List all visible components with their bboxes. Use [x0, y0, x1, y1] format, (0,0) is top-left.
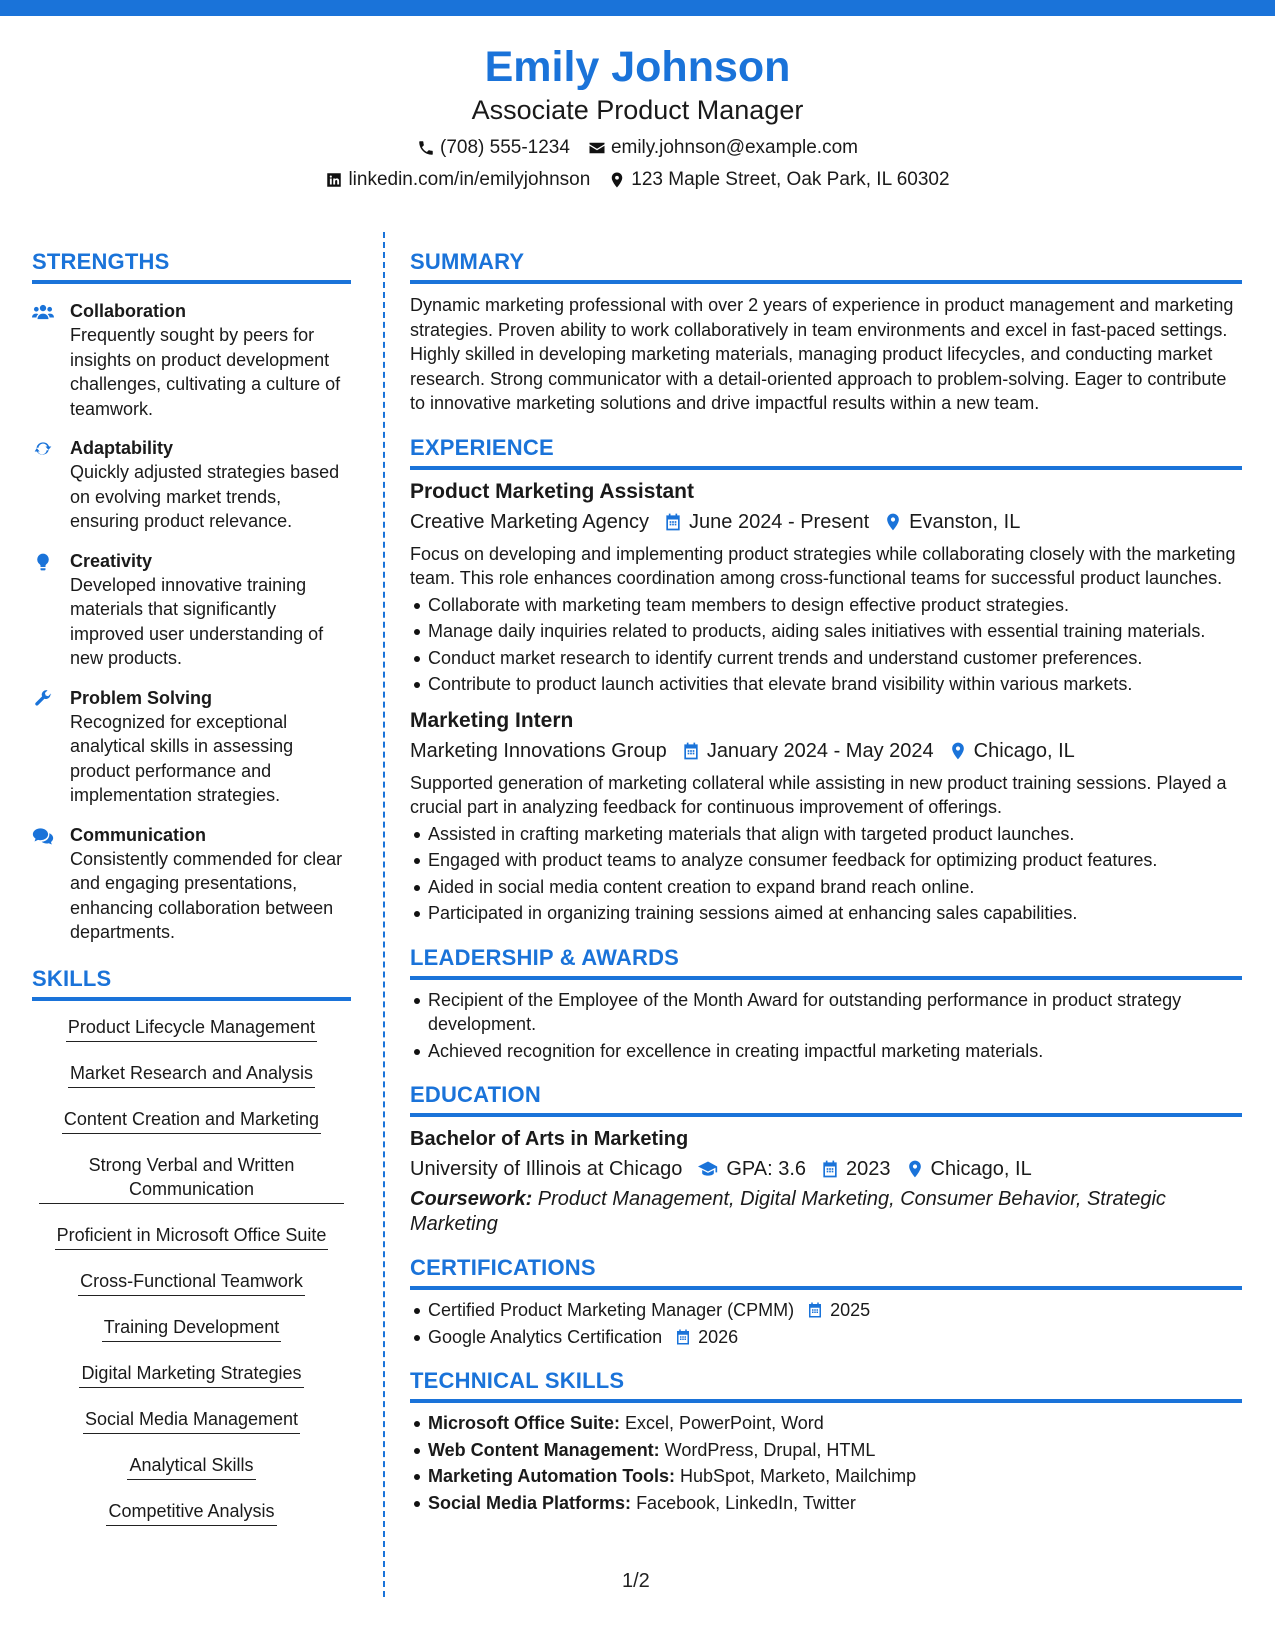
calendar-icon	[681, 741, 701, 761]
contact-row-1	[0, 136, 1275, 160]
comments-icon	[32, 826, 54, 846]
right-column	[410, 248, 1242, 1515]
list-item: Engaged with product teams to analyze consumer feedback for optimizing product features.	[410, 848, 1242, 873]
top-accent-bar	[0, 0, 1275, 16]
coursework-label: Coursework:	[410, 1188, 533, 1210]
phone-icon	[417, 139, 435, 157]
job-entry	[410, 707, 1242, 926]
tech-value: Excel, PowerPoint, Word	[620, 1413, 824, 1433]
list-item	[410, 1464, 1242, 1489]
job-bullets	[410, 593, 1242, 697]
users-icon	[32, 302, 54, 322]
summary-text: Dynamic marketing professional with over 2 years of experience in product management and marketing strategies. Proven ability to work collaboratively in team environments and excel in fast-paced settings. Highly skilled in developing marketing materials, managing product lifecycles, and conducting market research. Strong communicator with a detail-oriented approach to problem-solving. Eager to contribute to innovative marketing solutions and drive impactful results within a new team.	[410, 295, 1234, 413]
job-meta	[410, 508, 1242, 536]
candidate-name: Emily Johnson	[484, 43, 791, 91]
education-heading: EDUCATION	[410, 1082, 541, 1107]
sync-icon	[32, 439, 54, 459]
skills-heading: SKILLS	[32, 965, 112, 991]
skill-tag: Training Development	[102, 1315, 281, 1342]
email-contact[interactable]	[588, 136, 858, 160]
education-rule	[410, 1113, 1242, 1117]
job-description: Focus on developing and implementing product strategies while collaborating closely with the marketing team. This role enhances coordination among cross-functional teams for successful product launches.	[410, 543, 1236, 588]
cert-year: 2026	[698, 1326, 739, 1347]
phone-text: (708) 555-1234	[440, 137, 570, 158]
tech-label: Social Media Platforms:	[428, 1492, 632, 1513]
strength-item	[32, 686, 351, 808]
strength-name: Adaptability	[70, 438, 174, 458]
left-column	[32, 248, 351, 1545]
list-item	[410, 1438, 1242, 1463]
strength-desc: Quickly adjusted strategies based on evolving market trends, ensuring product relevance.	[70, 462, 340, 531]
skills-list	[32, 1015, 351, 1545]
list-item: Collaborate with marketing team members to design effective product strategies.	[410, 593, 1242, 618]
wrench-icon	[32, 689, 54, 709]
gpa-text: GPA: 3.6	[726, 1158, 807, 1180]
job-role: Marketing Intern	[410, 708, 574, 732]
leadership-rule	[410, 976, 1242, 980]
tech-value: HubSpot, Marketo, Mailchimp	[675, 1466, 917, 1486]
job-company: Marketing Innovations Group	[410, 739, 667, 762]
list-item: Achieved recognition for excellence in creating impactful marketing materials.	[410, 1039, 1242, 1064]
coursework-list: Product Management, Digital Marketing, Consumer Behavior, Strategic Marketing	[410, 1188, 1166, 1235]
job-meta	[410, 737, 1242, 765]
graduation-year: 2023	[846, 1158, 891, 1180]
calendar-icon	[663, 512, 683, 532]
address-text: 123 Maple Street, Oak Park, IL 60302	[631, 169, 950, 190]
lightbulb-icon	[32, 552, 54, 572]
list-item: Assisted in crafting marketing materials that align with targeted product launches.	[410, 822, 1242, 847]
certifications-list	[410, 1298, 1242, 1349]
degree-title: Bachelor of Arts in Marketing	[410, 1128, 689, 1150]
leadership-heading: LEADERSHIP & AWARDS	[410, 944, 680, 970]
strength-name: Problem Solving	[70, 687, 213, 708]
summary-rule	[410, 280, 1242, 284]
strength-name: Creativity	[70, 550, 153, 571]
skill-tag: Social Media Management	[83, 1407, 300, 1434]
strength-desc: Frequently sought by peers for insights on product development challenges, cultivating a culture of teamwork.	[70, 325, 341, 419]
list-item	[410, 1411, 1242, 1436]
tech-label: Marketing Automation Tools:	[428, 1466, 675, 1486]
calendar-icon	[674, 1328, 692, 1346]
calendar-icon	[820, 1159, 840, 1179]
graduation-cap-icon	[696, 1159, 720, 1179]
tech-label: Microsoft Office Suite:	[428, 1413, 621, 1433]
skill-tag: Product Lifecycle Management	[66, 1015, 317, 1042]
strengths-rule	[32, 280, 351, 284]
strength-item	[32, 823, 351, 945]
job-location: Evanston, IL	[909, 510, 1021, 533]
tech-label: Web Content Management:	[428, 1439, 660, 1460]
linkedin-contact[interactable]	[325, 168, 590, 192]
candidate-title: Associate Product Manager	[471, 95, 804, 125]
experience-rule	[410, 466, 1242, 470]
technical-skills-list	[410, 1411, 1242, 1515]
column-divider	[383, 232, 385, 1597]
skill-tag: Digital Marketing Strategies	[79, 1361, 303, 1388]
job-bullets	[410, 822, 1242, 926]
resume-header	[0, 40, 1275, 192]
list-item	[410, 1325, 1242, 1350]
phone-contact[interactable]	[417, 136, 570, 160]
certifications-rule	[410, 1286, 1242, 1290]
skill-tag: Strong Verbal and Written Communication	[39, 1153, 344, 1204]
address-contact	[608, 168, 949, 192]
skill-tag: Competitive Analysis	[106, 1499, 276, 1526]
list-item: Conduct market research to identify current trends and understand customer preferences.	[410, 646, 1242, 671]
summary-heading: SUMMARY	[410, 249, 525, 274]
list-item	[410, 1298, 1242, 1323]
job-entry	[410, 478, 1242, 697]
experience-heading: EXPERIENCE	[410, 434, 554, 460]
school-location: Chicago, IL	[930, 1158, 1032, 1180]
strength-item	[32, 549, 351, 671]
list-item: Recipient of the Employee of the Month Award for outstanding performance in product strategy development.	[410, 988, 1242, 1037]
strength-item	[32, 299, 351, 421]
map-marker-icon	[948, 741, 968, 761]
cert-year: 2025	[830, 1300, 871, 1320]
job-role: Product Marketing Assistant	[410, 479, 694, 503]
linkedin-text: linkedin.com/in/emilyjohnson	[348, 169, 591, 190]
strength-item	[32, 436, 351, 534]
map-marker-icon	[905, 1159, 925, 1179]
job-dates: June 2024 - Present	[689, 510, 870, 533]
page-number: 1/2	[622, 1570, 650, 1592]
linkedin-icon	[325, 171, 343, 189]
map-marker-icon	[883, 512, 903, 532]
school-name: University of Illinois at Chicago	[410, 1158, 683, 1180]
envelope-icon	[588, 139, 606, 157]
job-description: Supported generation of marketing collateral while assisting in new product training sessions. Played a crucial part in analyzing feedback for continuous improvement of offerings.	[410, 772, 1227, 817]
tech-value: Facebook, LinkedIn, Twitter	[631, 1492, 856, 1513]
leadership-bullets	[410, 988, 1242, 1064]
cert-name: Certified Product Marketing Manager (CPMM)	[428, 1300, 795, 1320]
skill-tag: Proficient in Microsoft Office Suite	[55, 1223, 329, 1250]
strength-name: Collaboration	[70, 301, 186, 321]
job-dates: January 2024 - May 2024	[706, 739, 934, 762]
list-item	[410, 1491, 1242, 1516]
skill-tag: Analytical Skills	[127, 1453, 255, 1480]
tech-value: WordPress, Drupal, HTML	[659, 1439, 876, 1460]
list-item: Contribute to product launch activities that elevate brand visibility within various markets.	[410, 672, 1242, 697]
technical-skills-rule	[410, 1399, 1242, 1403]
technical-skills-heading: TECHNICAL SKILLS	[410, 1368, 625, 1393]
skills-rule	[32, 997, 351, 1001]
map-marker-icon	[608, 171, 626, 189]
cert-name: Google Analytics Certification	[428, 1326, 663, 1347]
skill-tag: Content Creation and Marketing	[62, 1107, 321, 1134]
calendar-icon	[806, 1301, 824, 1319]
education-meta	[410, 1155, 1242, 1183]
coursework	[410, 1187, 1242, 1236]
strengths-heading: STRENGTHS	[32, 249, 170, 274]
strength-name: Communication	[70, 824, 207, 845]
certifications-heading: CERTIFICATIONS	[410, 1255, 596, 1280]
contact-row-2	[0, 168, 1275, 192]
strength-desc: Recognized for exceptional analytical skills in assessing product performance and implementation strategies.	[70, 711, 294, 805]
list-item: Participated in organizing training sessions aimed at enhancing sales capabilities.	[410, 901, 1242, 926]
email-text: emily.johnson@example.com	[610, 137, 858, 158]
strength-desc: Consistently commended for clear and engaging presentations, enhancing collaboration between departments.	[70, 848, 343, 942]
strength-desc: Developed innovative training materials that significantly improved user understanding of new products.	[70, 574, 324, 668]
skill-tag: Cross-Functional Teamwork	[78, 1269, 305, 1296]
list-item: Manage daily inquiries related to products, aiding sales initiatives with essential training materials.	[410, 619, 1242, 644]
job-location: Chicago, IL	[973, 739, 1075, 762]
skill-tag: Market Research and Analysis	[68, 1061, 315, 1088]
list-item: Aided in social media content creation to expand brand reach online.	[410, 875, 1242, 900]
job-company: Creative Marketing Agency	[410, 510, 650, 533]
